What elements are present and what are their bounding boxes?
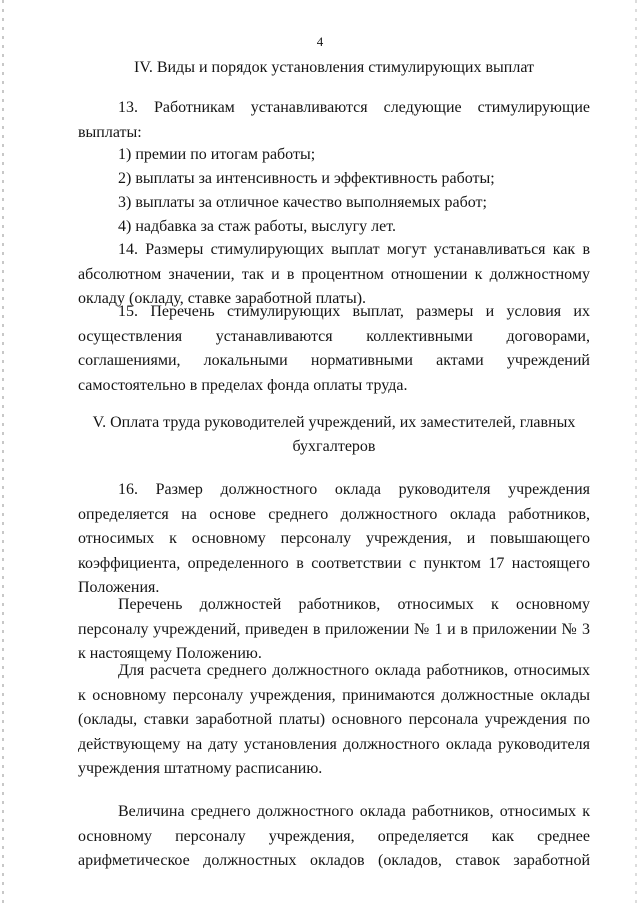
section-5-heading-line-2: бухгалтеров: [292, 438, 376, 455]
paragraph-average-salary: Величина среднего должностного оклада работников, относимых к основному персоналу учреждения, определяется как среднее арифметическое должностных окладов (окладов, ставок заработной: [78, 803, 590, 869]
section-5-heading-line-1: V. Оплата труда руководителей учреждений, их заместителей, главных: [92, 414, 576, 431]
list-item-3: 3) выплаты за отличное качество выполняемых работ;: [118, 194, 487, 211]
scan-edge-right: [635, 0, 637, 905]
paragraph-13: 13. Работникам устанавливаются следующие стимулирующие выплаты:: [78, 99, 590, 141]
paragraph-15: 15. Перечень стимулирующих выплат, размеры и условия их осуществления устанавливаются коллективными договорами, соглашениями, локальными нормативными актами учреждений самостоятельно в пределах фонда оплаты труда.: [78, 303, 590, 394]
list-item-4: 4) надбавка за стаж работы, выслугу лет.: [118, 218, 397, 235]
paragraph-calculation: Для расчета среднего должностного оклада работников, относимых к основному персоналу учреждения, принимаются должностные оклады (оклады, ставки заработной платы) основного персонала учреждения по действующему на дату установления должностного оклада руководителя учреждения штатному расписанию.: [78, 662, 590, 777]
page-number: 4: [316, 34, 324, 49]
paragraph-14: 14. Размеры стимулирующих выплат могут устанавливаться как в абсолютном значении, так и в процентном отношении к должностному окладу (окладу, ставке заработной платы).: [78, 241, 590, 307]
paragraph-staff-list: Перечень должностей работников, относимых к основному персоналу учреждений, приведен в приложении № 1 и в приложении № 3 к настоящему Положению.: [78, 596, 590, 662]
list-item-1: 1) премии по итогам работы;: [118, 146, 316, 163]
list-item-2: 2) выплаты за интенсивность и эффективность работы;: [118, 170, 495, 187]
section-4-heading: IV. Виды и порядок установления стимулирующих выплат: [134, 59, 534, 76]
scan-edge-left: [2, 0, 4, 905]
paragraph-16: 16. Размер должностного оклада руководителя учреждения определяется на основе среднего должностного оклада работников, относимых к основному персоналу учреждения, и повышающего коэффициента, определенного в соответствии с пунктом 17 настоящего Положения.: [78, 481, 590, 596]
